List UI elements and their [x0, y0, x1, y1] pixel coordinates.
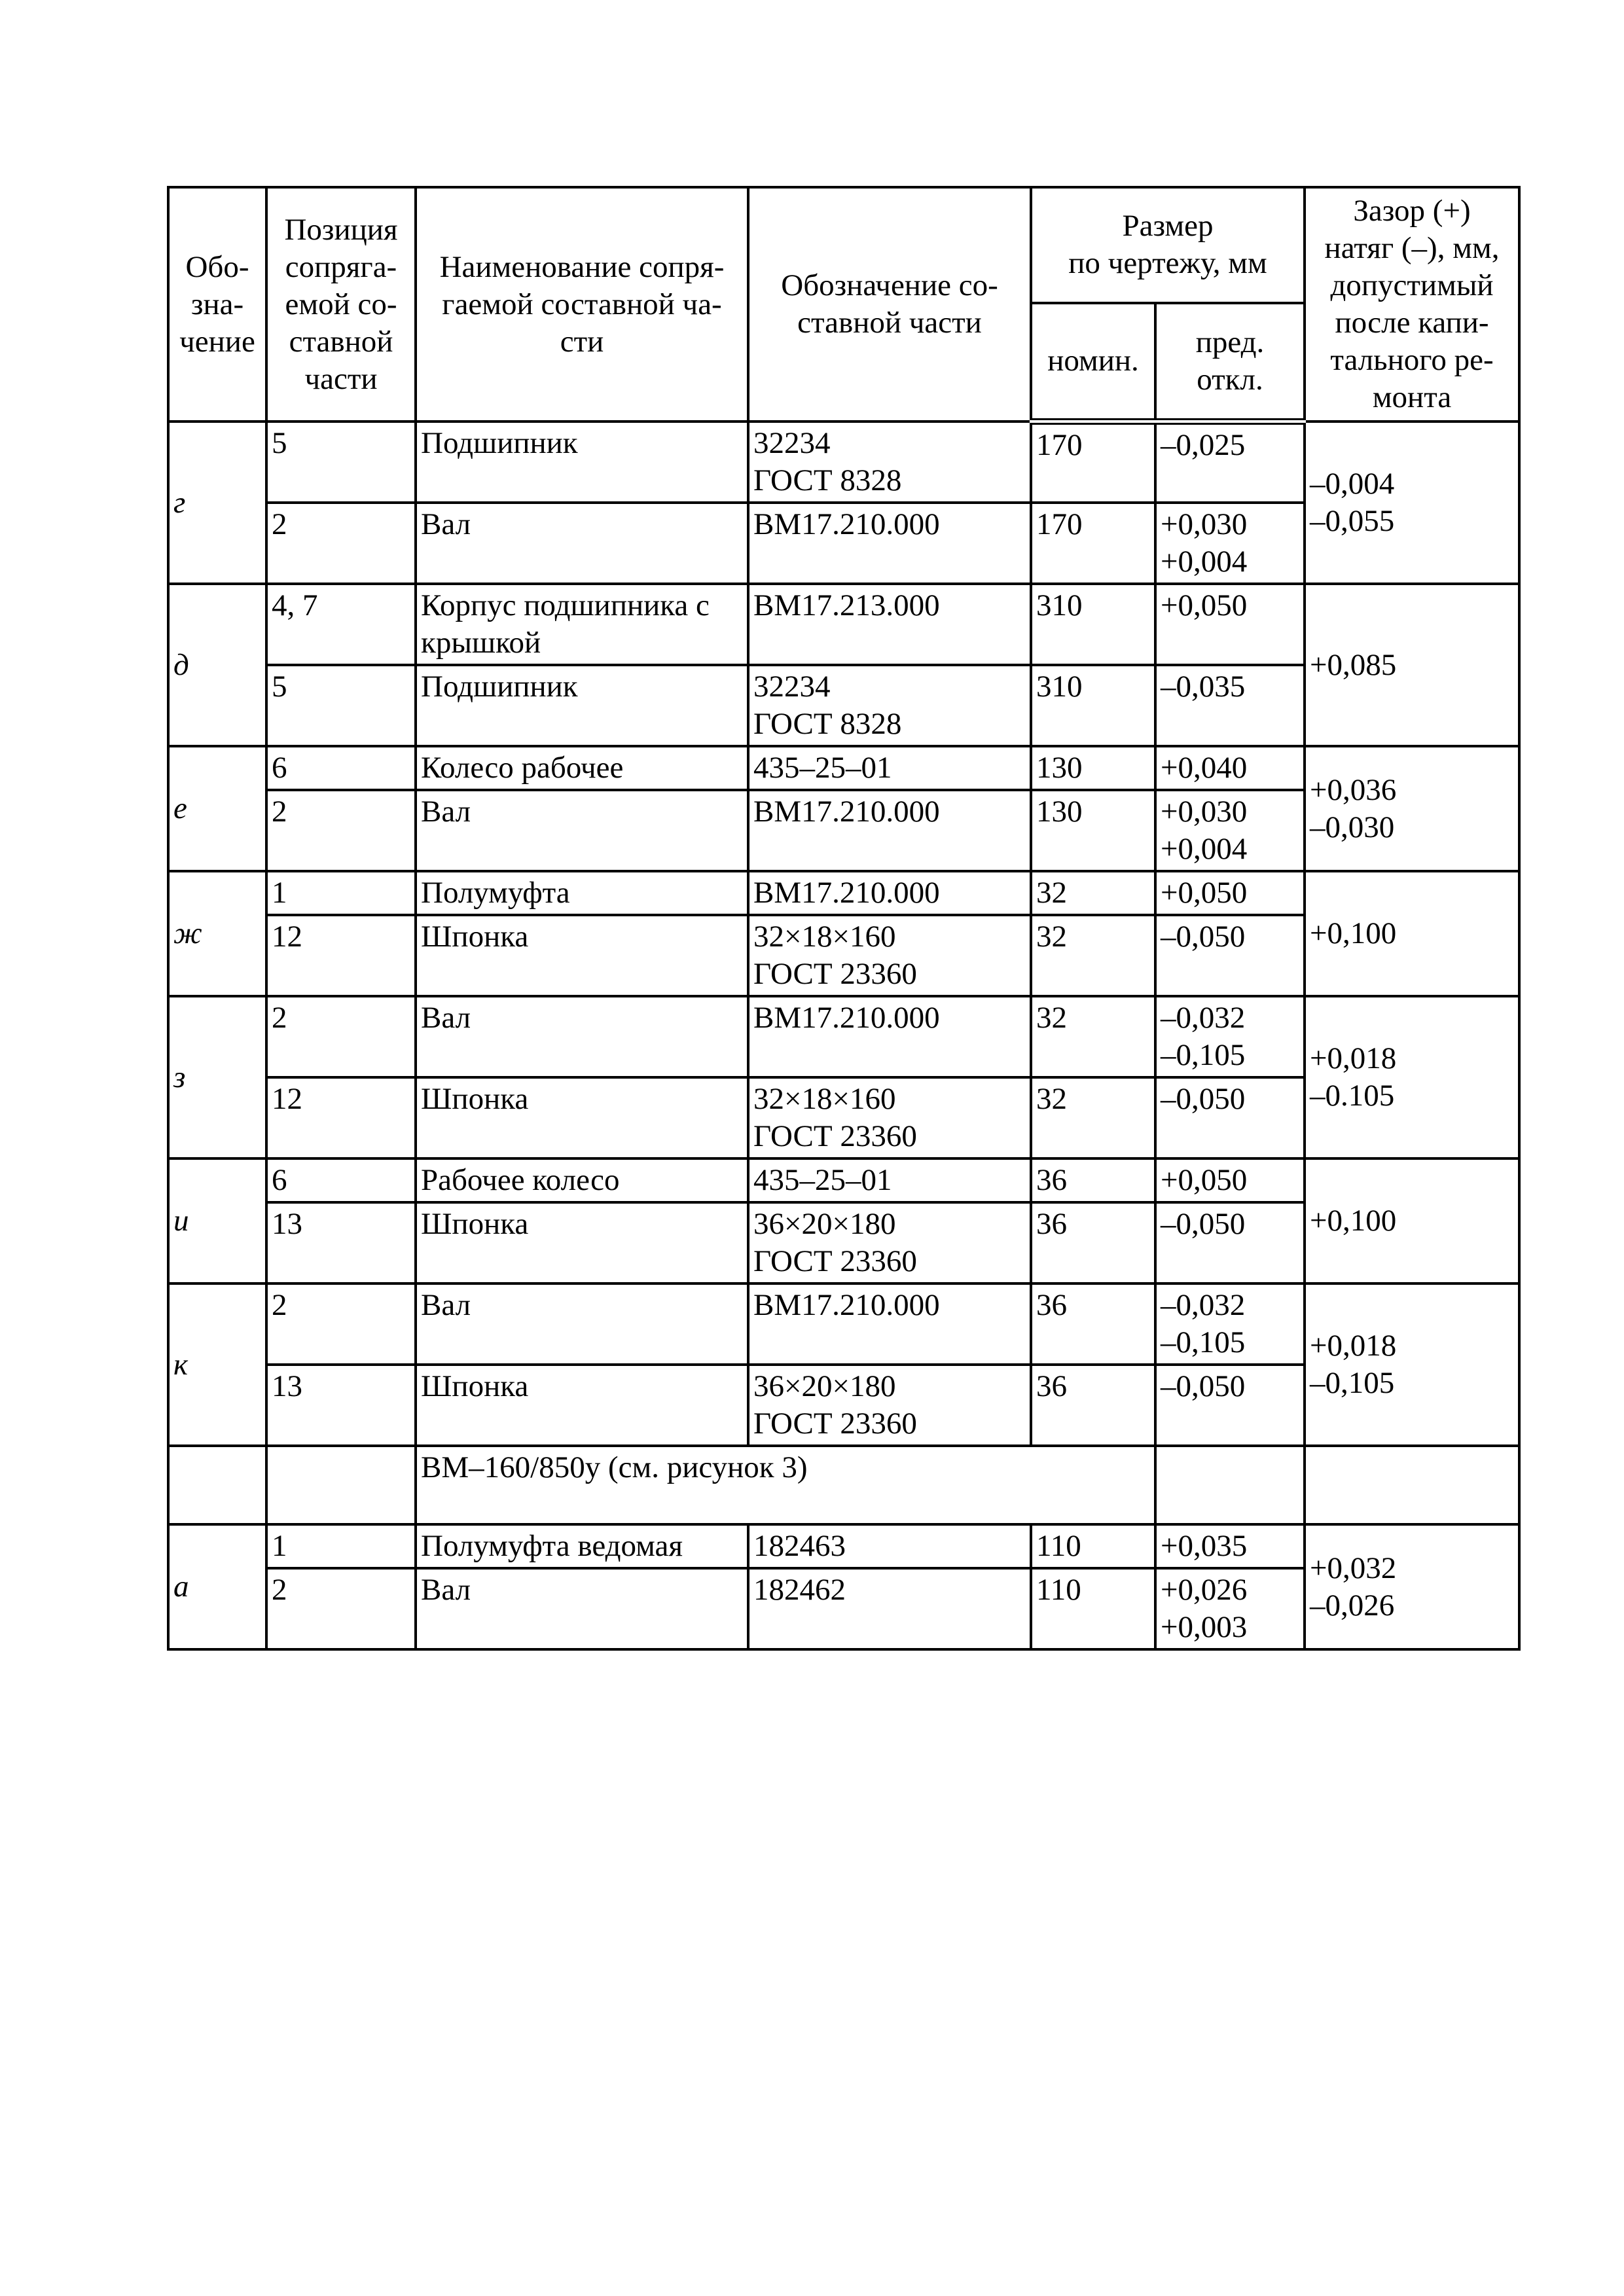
name-cell: Подшипник — [416, 665, 748, 746]
name-cell: Шпонка — [416, 1365, 748, 1446]
part-code-cell: ВМ17.210.000 — [748, 790, 1031, 871]
empty-cell — [1305, 1446, 1519, 1524]
name-cell: Колесо рабочее — [416, 746, 748, 790]
nominal-cell: 310 — [1031, 584, 1155, 665]
designation-cell: д — [168, 584, 266, 746]
section-row — [168, 1446, 1519, 1524]
position-cell: 6 — [266, 1158, 416, 1202]
gap-cell: +0,100 — [1305, 1158, 1519, 1283]
deviation-cell: +0,050 — [1155, 871, 1305, 915]
part-code-cell: 435–25–01 — [748, 1158, 1031, 1202]
gap-cell: +0,100 — [1305, 871, 1519, 996]
header-nominal: номин. — [1031, 303, 1155, 422]
designation-cell: з — [168, 996, 266, 1158]
deviation-cell: –0,035 — [1155, 665, 1305, 746]
part-code-cell: 36×20×180 ГОСТ 23360 — [748, 1365, 1031, 1446]
position-cell: 2 — [266, 996, 416, 1077]
deviation-cell: –0,050 — [1155, 1077, 1305, 1158]
deviation-cell: –0,032 –0,105 — [1155, 996, 1305, 1077]
gap-cell: +0,018 –0.105 — [1305, 996, 1519, 1158]
name-cell: Шпонка — [416, 915, 748, 996]
nominal-cell: 32 — [1031, 1077, 1155, 1158]
deviation-cell: +0,026 +0,003 — [1155, 1568, 1305, 1649]
part-code-cell: 36×20×180 ГОСТ 23360 — [748, 1202, 1031, 1283]
name-cell: Шпонка — [416, 1077, 748, 1158]
designation-cell: ж — [168, 871, 266, 996]
deviation-cell: –0,032 –0,105 — [1155, 1283, 1305, 1365]
gap-cell: +0,085 — [1305, 584, 1519, 746]
nominal-cell: 130 — [1031, 790, 1155, 871]
deviation-cell: –0,050 — [1155, 915, 1305, 996]
name-cell: Шпонка — [416, 1202, 748, 1283]
section-title: ВМ–160/850у (см. рисунок 3) — [416, 1446, 1155, 1524]
designation-cell: к — [168, 1283, 266, 1446]
nominal-cell: 36 — [1031, 1202, 1155, 1283]
gap-cell: +0,036 –0,030 — [1305, 746, 1519, 871]
empty-cell — [266, 1446, 416, 1524]
designation-cell: г — [168, 422, 266, 584]
part-code-cell: ВМ17.210.000 — [748, 1283, 1031, 1365]
name-cell: Вал — [416, 996, 748, 1077]
header-gap: Зазор (+) натяг (–), мм, допустимый после капи- тального ре- монта — [1305, 187, 1519, 422]
position-cell: 13 — [266, 1365, 416, 1446]
table-row — [168, 996, 1519, 1077]
name-cell: Вал — [416, 1568, 748, 1649]
nominal-cell: 130 — [1031, 746, 1155, 790]
name-cell: Полумуфта — [416, 871, 748, 915]
nominal-cell: 170 — [1031, 503, 1155, 584]
position-cell: 5 — [266, 422, 416, 503]
header-part-code: Обозначение со- ставной части — [748, 187, 1031, 422]
designation-cell: и — [168, 1158, 266, 1283]
table-row — [168, 1283, 1519, 1365]
position-cell: 1 — [266, 871, 416, 915]
part-code-cell: 32234 ГОСТ 8328 — [748, 665, 1031, 746]
header-name: Наименование сопря- гаемой составной ча- сти — [416, 187, 748, 422]
name-cell: Вал — [416, 503, 748, 584]
name-cell: Корпус подшипника с крышкой — [416, 584, 748, 665]
deviation-cell: +0,030 +0,004 — [1155, 790, 1305, 871]
table-row — [168, 1524, 1519, 1568]
fits-table — [167, 186, 1521, 1651]
position-cell: 4, 7 — [266, 584, 416, 665]
empty-cell — [1155, 1446, 1305, 1524]
position-cell: 5 — [266, 665, 416, 746]
table-body — [168, 422, 1519, 1649]
part-code-cell: ВМ17.210.000 — [748, 996, 1031, 1077]
part-code-cell: ВМ17.210.000 — [748, 871, 1031, 915]
deviation-cell: +0,050 — [1155, 1158, 1305, 1202]
position-cell: 2 — [266, 1568, 416, 1649]
part-code-cell: ВМ17.210.000 — [748, 503, 1031, 584]
gap-cell: +0,032 –0,026 — [1305, 1524, 1519, 1649]
header-position: Позиция сопряга- емой со- ставной части — [266, 187, 416, 422]
name-cell: Полумуфта ведомая — [416, 1524, 748, 1568]
deviation-cell: –0,050 — [1155, 1365, 1305, 1446]
nominal-cell: 310 — [1031, 665, 1155, 746]
position-cell: 2 — [266, 1283, 416, 1365]
nominal-cell: 36 — [1031, 1283, 1155, 1365]
name-cell: Вал — [416, 790, 748, 871]
position-cell: 2 — [266, 790, 416, 871]
table-row — [168, 584, 1519, 665]
table-row — [168, 871, 1519, 915]
name-cell: Подшипник — [416, 422, 748, 503]
designation-cell: а — [168, 1524, 266, 1649]
deviation-cell: +0,050 — [1155, 584, 1305, 665]
deviation-cell: +0,035 — [1155, 1524, 1305, 1568]
table-row — [168, 422, 1519, 503]
deviation-cell: +0,040 — [1155, 746, 1305, 790]
part-code-cell: 32×18×160 ГОСТ 23360 — [748, 1077, 1031, 1158]
nominal-cell: 32 — [1031, 915, 1155, 996]
name-cell: Вал — [416, 1283, 748, 1365]
empty-cell — [168, 1446, 266, 1524]
part-code-cell: 182463 — [748, 1524, 1031, 1568]
name-cell: Рабочее колесо — [416, 1158, 748, 1202]
part-code-cell: 32×18×160 ГОСТ 23360 — [748, 915, 1031, 996]
deviation-cell: +0,030 +0,004 — [1155, 503, 1305, 584]
nominal-cell: 36 — [1031, 1365, 1155, 1446]
nominal-cell: 32 — [1031, 871, 1155, 915]
table-row — [168, 746, 1519, 790]
position-cell: 12 — [266, 915, 416, 996]
nominal-cell: 110 — [1031, 1568, 1155, 1649]
nominal-cell: 32 — [1031, 996, 1155, 1077]
deviation-cell: –0,025 — [1155, 422, 1305, 503]
position-cell: 2 — [266, 503, 416, 584]
gap-cell: –0,004 –0,055 — [1305, 422, 1519, 584]
position-cell: 1 — [266, 1524, 416, 1568]
part-code-cell: ВМ17.213.000 — [748, 584, 1031, 665]
part-code-cell: 182462 — [748, 1568, 1031, 1649]
position-cell: 13 — [266, 1202, 416, 1283]
gap-cell: +0,018 –0,105 — [1305, 1283, 1519, 1446]
deviation-cell: –0,050 — [1155, 1202, 1305, 1283]
nominal-cell: 110 — [1031, 1524, 1155, 1568]
table-header — [168, 187, 1519, 422]
designation-cell: е — [168, 746, 266, 871]
position-cell: 6 — [266, 746, 416, 790]
header-designation: Обо- зна- чение — [168, 187, 266, 422]
header-deviation: пред. откл. — [1155, 303, 1305, 422]
nominal-cell: 170 — [1031, 422, 1155, 503]
position-cell: 12 — [266, 1077, 416, 1158]
nominal-cell: 36 — [1031, 1158, 1155, 1202]
table-row — [168, 1158, 1519, 1202]
part-code-cell: 435–25–01 — [748, 746, 1031, 790]
header-size: Размер по чертежу, мм — [1031, 187, 1305, 303]
part-code-cell: 32234 ГОСТ 8328 — [748, 422, 1031, 503]
